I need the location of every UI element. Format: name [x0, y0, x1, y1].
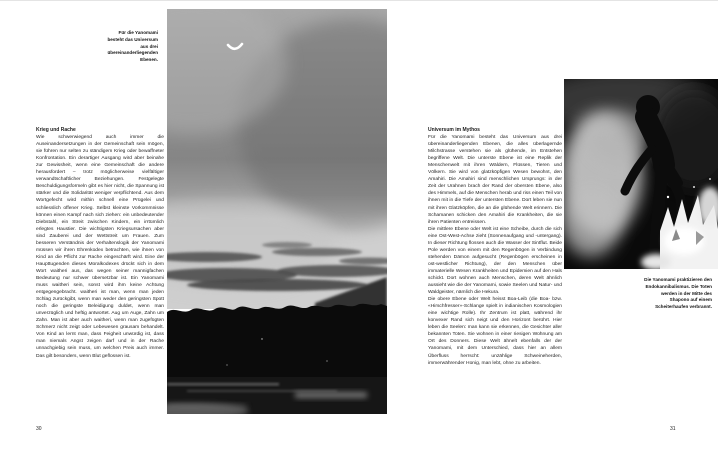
left-column-body: Wie schwerwiegend auch immer die Auseinandersetzungen in der Gemeinschaft sein mögen, sie führen nur selten zu ständigem Krieg oder bewaffneter Konfrontation. Ein derartiger Ausgang wird aber beinahe zur Gewissheit, wenn eine Gemeinschaft die andere herausfordert – trotz möglicherweise vielfältiger verwandtschaftlicher Beziehungen. Festgelegte Beschuldigungsformeln gibt es hier nicht, die Spannung ist stärker und die Solidarität weniger verpflichtend. Aus dem Wortgefecht wird mithin schnell eine Prügelei und schliesslich offener Krieg. Selbst kleinste Vorkommnisse können einen Kampf nach sich ziehen: ein unbedeutender Diebstahl, ein Streit zwischen Kindern, ein irrtümlich erlegtes Haustier. Die wichtigsten Kriegsursachen aber sind Zauberei und der Wettstreit um Frauen. Zum besseren Verständnis der Verhaltenslogik der Yanomami müssen wir ihren Ehrenkodex betrachten, wie ihnen von Kind an die Pflicht zur Rache eingeschärft wird. Eine der Haupttugenden dieses Moralkodexes drückt sich in dem Wort waitheri aus, das wegen seiner mannigfachen Bedeutung nur schwer übersetzbar ist. Ein Yanomami muss waitheri sein, sonst wird ihm keine Achtung entgegengebracht. waitheri ist man, wenn man jeden Schlag zurückgibt, wenn man weder den geringsten Spott noch die geringste Beleidigung duldet, wenn man unverzüglich und heftig antwortet. Aug um Auge, Zahn um Zahn. Man ist aber auch waitheri, wenn man zugefügten Schmerz nicht zeigt oder Lebewesen grausam behandelt. Von Kind an lernt man, dass Feigheit unwürdig ist, dass man niemals Angst zeigen darf und in der Rache unnachgiebig sein muss, um welchen Preis auch immer. Das gilt besonders, wenn Blut geflossen ist.: [36, 135, 164, 359]
center-photo-caption: Für die Yanomami besteht das Universum aus drei übereinanderliegenden Ebenen.: [107, 30, 158, 63]
page-number-right: 31: [670, 426, 676, 432]
right-text-column: [428, 127, 562, 367]
right-photo-caption: Die Yanomami praktizieren den Endokannibalismus. Die Toten werden in der Mitte des Shapono auf einem Scheiterhaufen verbrannt.: [644, 277, 712, 310]
section-heading-krieg-und-rache: Krieg und Rache: [36, 127, 76, 133]
left-text-column: [36, 127, 164, 360]
page-number-left: 30: [36, 426, 42, 432]
right-column-paragraph-2: Die mittlere Ebene oder Welt ist eine Scheibe, durch die sich eine Ost-West-Achse zieht (Sonnenaufgang und -untergang). In dieser Richtung flossen auch die Wasser der Sintflut. Beide Pole werden von einem mit den Regenbögen in Verbindung stehenden Dämon aufgesucht (Regenbögen erscheinen in ost-westlicher Richtung), der den Menschen über immaterielle Wesen Krankheiten und Epidemien auf den Hals schickt. Dort wohnen auch Menschen, deren Welt ähnlich aussieht wie die der Yanomami, sowie Seelen und Natur- und Waldgeister, nämlich die Hekura.: [428, 226, 562, 296]
right-column-paragraph-1: Für die Yanomami besteht das Universum aus drei übereinanderliegenden Ebenen, die alles überlagernde Milchstrasse verstehen sie als glühende, im Entstehen begriffene Welt. Die unterste Ebene ist eine Replik der Menschenwelt mit ihren Wäldern, Flüssen, Tieren und Völkern. Sie wird von glatzköpfigen Wesen bewohnt, den Amahiri. Die Amahiri sind menschlichen Ursprungs: in der Zeit der Urahnen brach der Rand der obersten Ebene, also des Himmels, auf die Menschen herab und riss einen Teil von ihnen mit in die Tiefe der untersten Ebene. Dort leben sie nun mit ihren Glatzköpfen, die an die glühende Welt erinnern. Die Schamanen schicken den Amahiri die Krankheiten, die sie ihren Patienten entreissen.: [428, 135, 562, 225]
dusk-river-crescent-moon-photo: [167, 9, 387, 414]
cremation-fire-silhouette-photo: [564, 79, 718, 269]
right-column-paragraph-3: Die obere Ebene oder Welt heisst Boa-Leib (die Boa- bzw. «Hirschfresser»-Schlange spielt in indianischen Kosmologien eine wichtige Rolle). Ihr Zentrum ist platt, während ihr konvexer Rand sich neigt und den Horizont berührt. Hier leben die Seelen: man kann sie erkennen, die Gesichter aller bekannten Toten. Sie wohnen in einer riesigen Wohnung am Ort des Donners. Diese Welt ähnelt ebenfalls der der Yanomami, mit dem Unterschied, dass hier an allem Überfluss herrscht: unzählige Schweineherden, immerwährender Honig, man lebt, ohne zu arbeiten.: [428, 297, 562, 366]
section-heading-universum-im-mythos: Universum im Mythos: [428, 127, 480, 133]
